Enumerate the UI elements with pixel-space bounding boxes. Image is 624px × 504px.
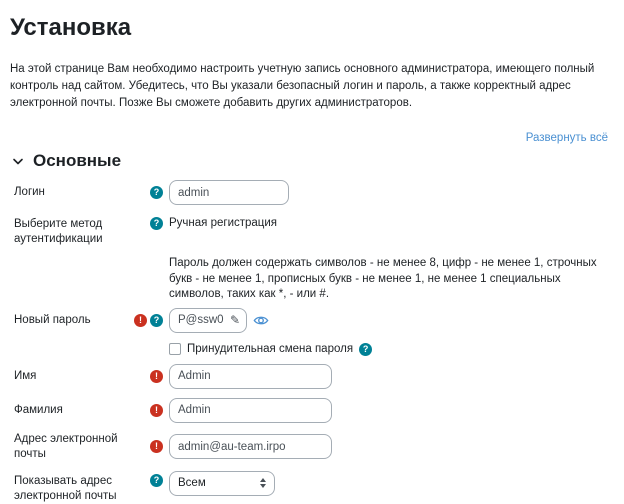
form-row-force-change [10,343,610,356]
eye-icon [253,314,269,327]
form-row-auth-method [10,214,610,247]
help-icon[interactable]: ? [150,314,163,327]
email-label: Адрес электронной почты [14,432,118,460]
section-header-general[interactable] [12,151,610,171]
auth-method-value: Ручная регистрация [169,217,278,229]
expand-all-link[interactable]: Развернуть всё [525,132,608,144]
email-input[interactable] [169,434,332,459]
page-title: Установка [10,14,132,41]
chevron-down-icon [12,156,24,168]
pencil-icon: ✎ [229,313,240,327]
lastname-label: Фамилия [14,403,63,416]
form-row-login [10,180,610,205]
login-input[interactable] [169,180,289,205]
firstname-label: Имя [14,369,37,382]
login-label: Логин [14,186,45,198]
form-row-new-password [10,308,610,333]
maildisplay-label: Показывать адрес электронной почты [14,474,117,502]
help-icon[interactable]: ? [359,343,372,356]
new-password-label: Новый пароль [14,313,91,326]
form-row-firstname [10,364,610,389]
force-password-change-checkbox[interactable] [169,343,181,355]
reveal-password-button[interactable] [253,314,269,327]
maildisplay-select[interactable] [169,471,275,496]
help-icon[interactable]: ? [150,217,163,230]
form-row-maildisplay [10,471,610,504]
form-row-lastname [10,398,610,423]
new-password-input[interactable] [169,308,247,333]
password-hint-text: Пароль должен содержать символов - не менее 8, цифр - не менее 1, строчных букв - не менее 1, прописных букв - не менее 1, не менее 1 специальных символов, таких как *, - или #. [169,257,597,300]
form-row-email [10,432,610,462]
expand-all-row [10,128,608,146]
help-icon[interactable]: ? [150,474,163,487]
password-hint-row [10,256,610,303]
required-icon[interactable]: ! [134,314,147,327]
firstname-input[interactable] [169,364,332,389]
section-title: Основные [33,151,122,170]
lastname-input[interactable] [169,398,332,423]
required-icon[interactable]: ! [150,370,163,383]
help-icon[interactable]: ? [150,186,163,199]
auth-method-label: Выберите метод аутентификации [14,218,103,245]
force-password-change-label: Принудительная смена пароля [187,343,354,355]
required-icon[interactable]: ! [150,440,163,453]
required-icon[interactable]: ! [150,404,163,417]
intro-text: На этой странице Вам необходимо настроить учетную запись основного администратора, имеющего полный контроль над сайтом. Убедитесь, что Вы указали безопасный логин и пароль, а также корректный адрес электронной почты. Позже Вы сможете добавить других администраторов. [10,63,595,109]
